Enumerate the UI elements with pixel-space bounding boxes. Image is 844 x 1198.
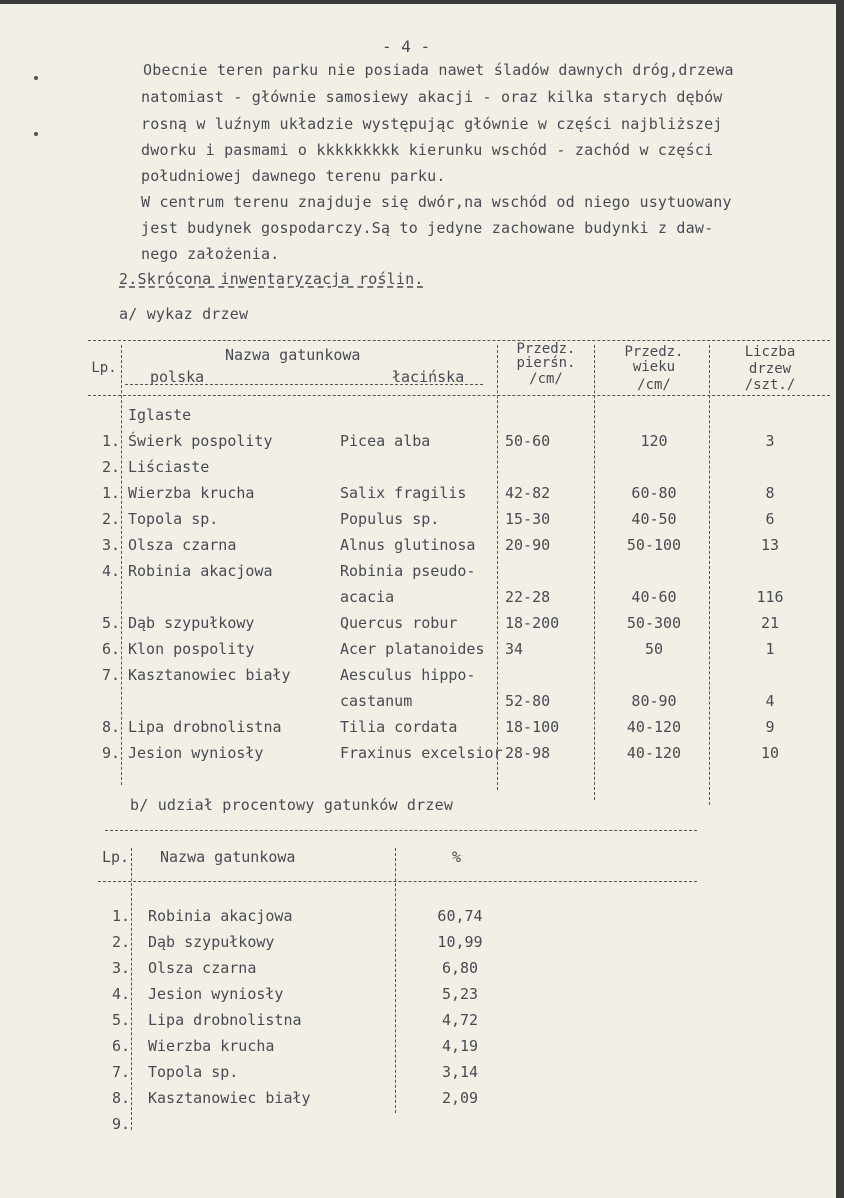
cell-latin-name: castanum [340,692,413,710]
cell-lp: 9. [111,1115,130,1133]
col-header-percent: % [452,848,462,866]
cell-percent: 4,19 [441,1037,479,1055]
cell-latin-name: Alnus glutinosa [340,536,476,554]
cell-trunk-diameter: 50-60 [505,432,551,450]
cell-polish-name: Robinia akacjowa [128,562,273,580]
cell-lp: 6. [111,1037,130,1055]
subsection-heading-a: a/ wykaz drzew [119,305,249,323]
cell-lp: 4. [101,562,120,580]
cell-count: 6 [765,510,775,528]
cell-lp: 7. [111,1063,130,1081]
cell-lp: 5. [111,1011,130,1029]
cell-count: 4 [765,692,775,710]
cell-latin-name: Robinia pseudo- [340,562,476,580]
cell-age: 40-50 [631,510,677,528]
cell-polish-name: Jesion wyniosły [128,744,264,762]
cell-age: 40-120 [626,718,682,736]
cell-polish-name: Olsza czarna [128,536,237,554]
cell-lp: 2. [111,933,130,951]
cell-latin-name: Acer platanoides [340,640,485,658]
col-header-lp: Lp. [102,848,130,866]
cell-species-name: Robinia akacjowa [148,907,293,925]
cell-lp: 1. [101,432,120,450]
cell-species-name: Wierzba krucha [148,1037,275,1055]
paragraph-line: rosną w luźnym układzie występując głównie w części najbliższej [141,115,723,133]
col-header-age-1: Przedz. [624,344,684,360]
cell-count: 9 [765,718,775,736]
cell-lp: 1. [101,484,120,502]
cell-lp: 7. [101,666,120,684]
cell-trunk-diameter: 18-200 [505,614,560,632]
cell-percent: 60,74 [437,907,483,925]
cell-polish-name: Lipa drobnolistna [128,718,282,736]
col-header-name: Nazwa gatunkowa [225,346,361,364]
cell-percent: 10,99 [437,933,483,951]
cell-age: 40-60 [631,588,677,606]
cell-trunk-diameter: 42-82 [505,484,551,502]
cell-polish-name: Kasztanowiec biały [128,666,291,684]
scan-edge-right [836,0,844,1198]
cell-trunk-diameter: 52-80 [505,692,551,710]
table-rule [88,395,830,396]
cell-latin-name: Aesculus hippo- [340,666,476,684]
cell-latin-name: Quercus robur [340,614,458,632]
col-header-age-3: /cm/ [637,377,671,393]
subsection-heading-b: b/ udział procentowy gatunków drzew [130,796,454,814]
paragraph-line: nego założenia. [141,245,280,263]
paragraph-line: dworku i pasmami o kkkkkkkkk kierunku wschód - zachód w części [141,141,714,159]
cell-percent: 6,80 [441,959,479,977]
cell-species-name: Dąb szypułkowy [148,933,275,951]
col-header-polish: polska [150,368,205,386]
cell-lp: 6. [101,640,120,658]
cell-lp: 4. [111,985,130,1003]
cell-lp: 2. [101,458,120,476]
paragraph-line: Obecnie teren parku nie posiada nawet śladów dawnych dróg,drzewa [143,61,734,79]
cell-lp: 8. [111,1089,130,1107]
cell-lp: 1. [111,907,130,925]
cell-lp: 5. [101,614,120,632]
cell-lp: 9. [101,744,120,762]
cell-lp: 8. [101,718,120,736]
col-header-count-3: /szt./ [744,377,796,393]
cell-species-name: Olsza czarna [148,959,257,977]
cell-lp: 3. [111,959,130,977]
cell-polish-name: Topola sp. [128,510,219,528]
section-heading: 2.Skrócona inwentaryzacja roślin. [119,270,424,288]
cell-age: 60-80 [631,484,677,502]
cell-trunk-diameter: 15-30 [505,510,551,528]
cell-trunk-diameter: 20-90 [505,536,551,554]
cell-species-name: Topola sp. [148,1063,239,1081]
col-header-name: Nazwa gatunkowa [160,848,296,866]
cell-count: 13 [760,536,780,554]
cell-latin-name: Tilia cordata [340,718,458,736]
cell-percent: 3,14 [441,1063,479,1081]
cell-species-name: Jesion wyniosły [148,985,284,1003]
paragraph-line: południowej dawnego terenu parku. [141,167,446,185]
cell-count: 10 [760,744,780,762]
cell-percent: 5,23 [441,985,479,1003]
scan-edge-top [0,0,844,4]
table-column-divider [709,345,710,805]
cell-count: 8 [765,484,775,502]
table-rule [88,340,830,341]
paragraph-line: W centrum terenu znajduje się dwór,na wschód od niego usytuowany [141,193,732,211]
col-header-count-2: drzew [748,361,792,377]
cell-age: 50-300 [626,614,682,632]
cell-polish-name: Klon pospolity [128,640,255,658]
cell-age: 120 [640,432,668,450]
cell-percent: 2,09 [441,1089,479,1107]
cell-latin-name: Populus sp. [340,510,440,528]
cell-age: 40-120 [626,744,682,762]
cell-latin-name: Salix fragilis [340,484,467,502]
cell-percent: 4,72 [441,1011,479,1029]
cell-trunk-diameter: 18-100 [505,718,560,736]
cell-count: 21 [760,614,780,632]
paragraph-line: jest budynek gospodarczy.Są to jedyne zachowane budynki z daw- [141,219,714,237]
table-column-divider [594,345,595,800]
table-column-divider [131,848,132,1130]
cell-latin-name: Fraxinus excelsior [340,744,503,762]
table-column-divider [121,345,122,785]
cell-lp: 2. [101,510,120,528]
cell-latin-name: acacia [340,588,395,606]
table-rule [98,881,697,882]
cell-polish-name: Wierzba krucha [128,484,255,502]
cell-polish-name: Iglaste [128,406,192,424]
cell-trunk-diameter: 28-98 [505,744,551,762]
table-column-divider [395,848,396,1113]
cell-age: 50-100 [626,536,682,554]
cell-trunk-diameter: 34 [505,640,524,658]
page-number: - 4 - [382,37,431,56]
punch-hole-mark [34,76,38,80]
cell-age: 80-90 [631,692,677,710]
cell-species-name: Kasztanowiec biały [148,1089,311,1107]
cell-species-name: Lipa drobnolistna [148,1011,302,1029]
punch-hole-mark [34,132,38,136]
cell-polish-name: Liściaste [128,458,210,476]
cell-lp: 3. [101,536,120,554]
cell-polish-name: Dąb szypułkowy [128,614,255,632]
cell-trunk-diameter: 22-28 [505,588,551,606]
col-header-trunk-3: /cm/ [529,371,563,387]
cell-polish-name: Świerk pospolity [128,432,273,450]
col-header-trunk-2: pierśn. [516,355,576,371]
col-header-lp: Lp. [91,360,117,376]
paragraph-line: natomiast - głównie samosiewy akacji - oraz kilka starych dębów [141,88,723,106]
col-header-age-2: wieku [632,359,676,375]
cell-count: 1 [765,640,775,658]
col-header-latin: łacińska [392,368,465,386]
col-header-trunk-1: Przedz. [516,341,576,357]
col-header-count-1: Liczba [744,344,796,360]
cell-count: 3 [765,432,775,450]
cell-count: 116 [756,588,784,606]
cell-latin-name: Picea alba [340,432,431,450]
table-rule [105,830,697,831]
cell-age: 50 [644,640,664,658]
